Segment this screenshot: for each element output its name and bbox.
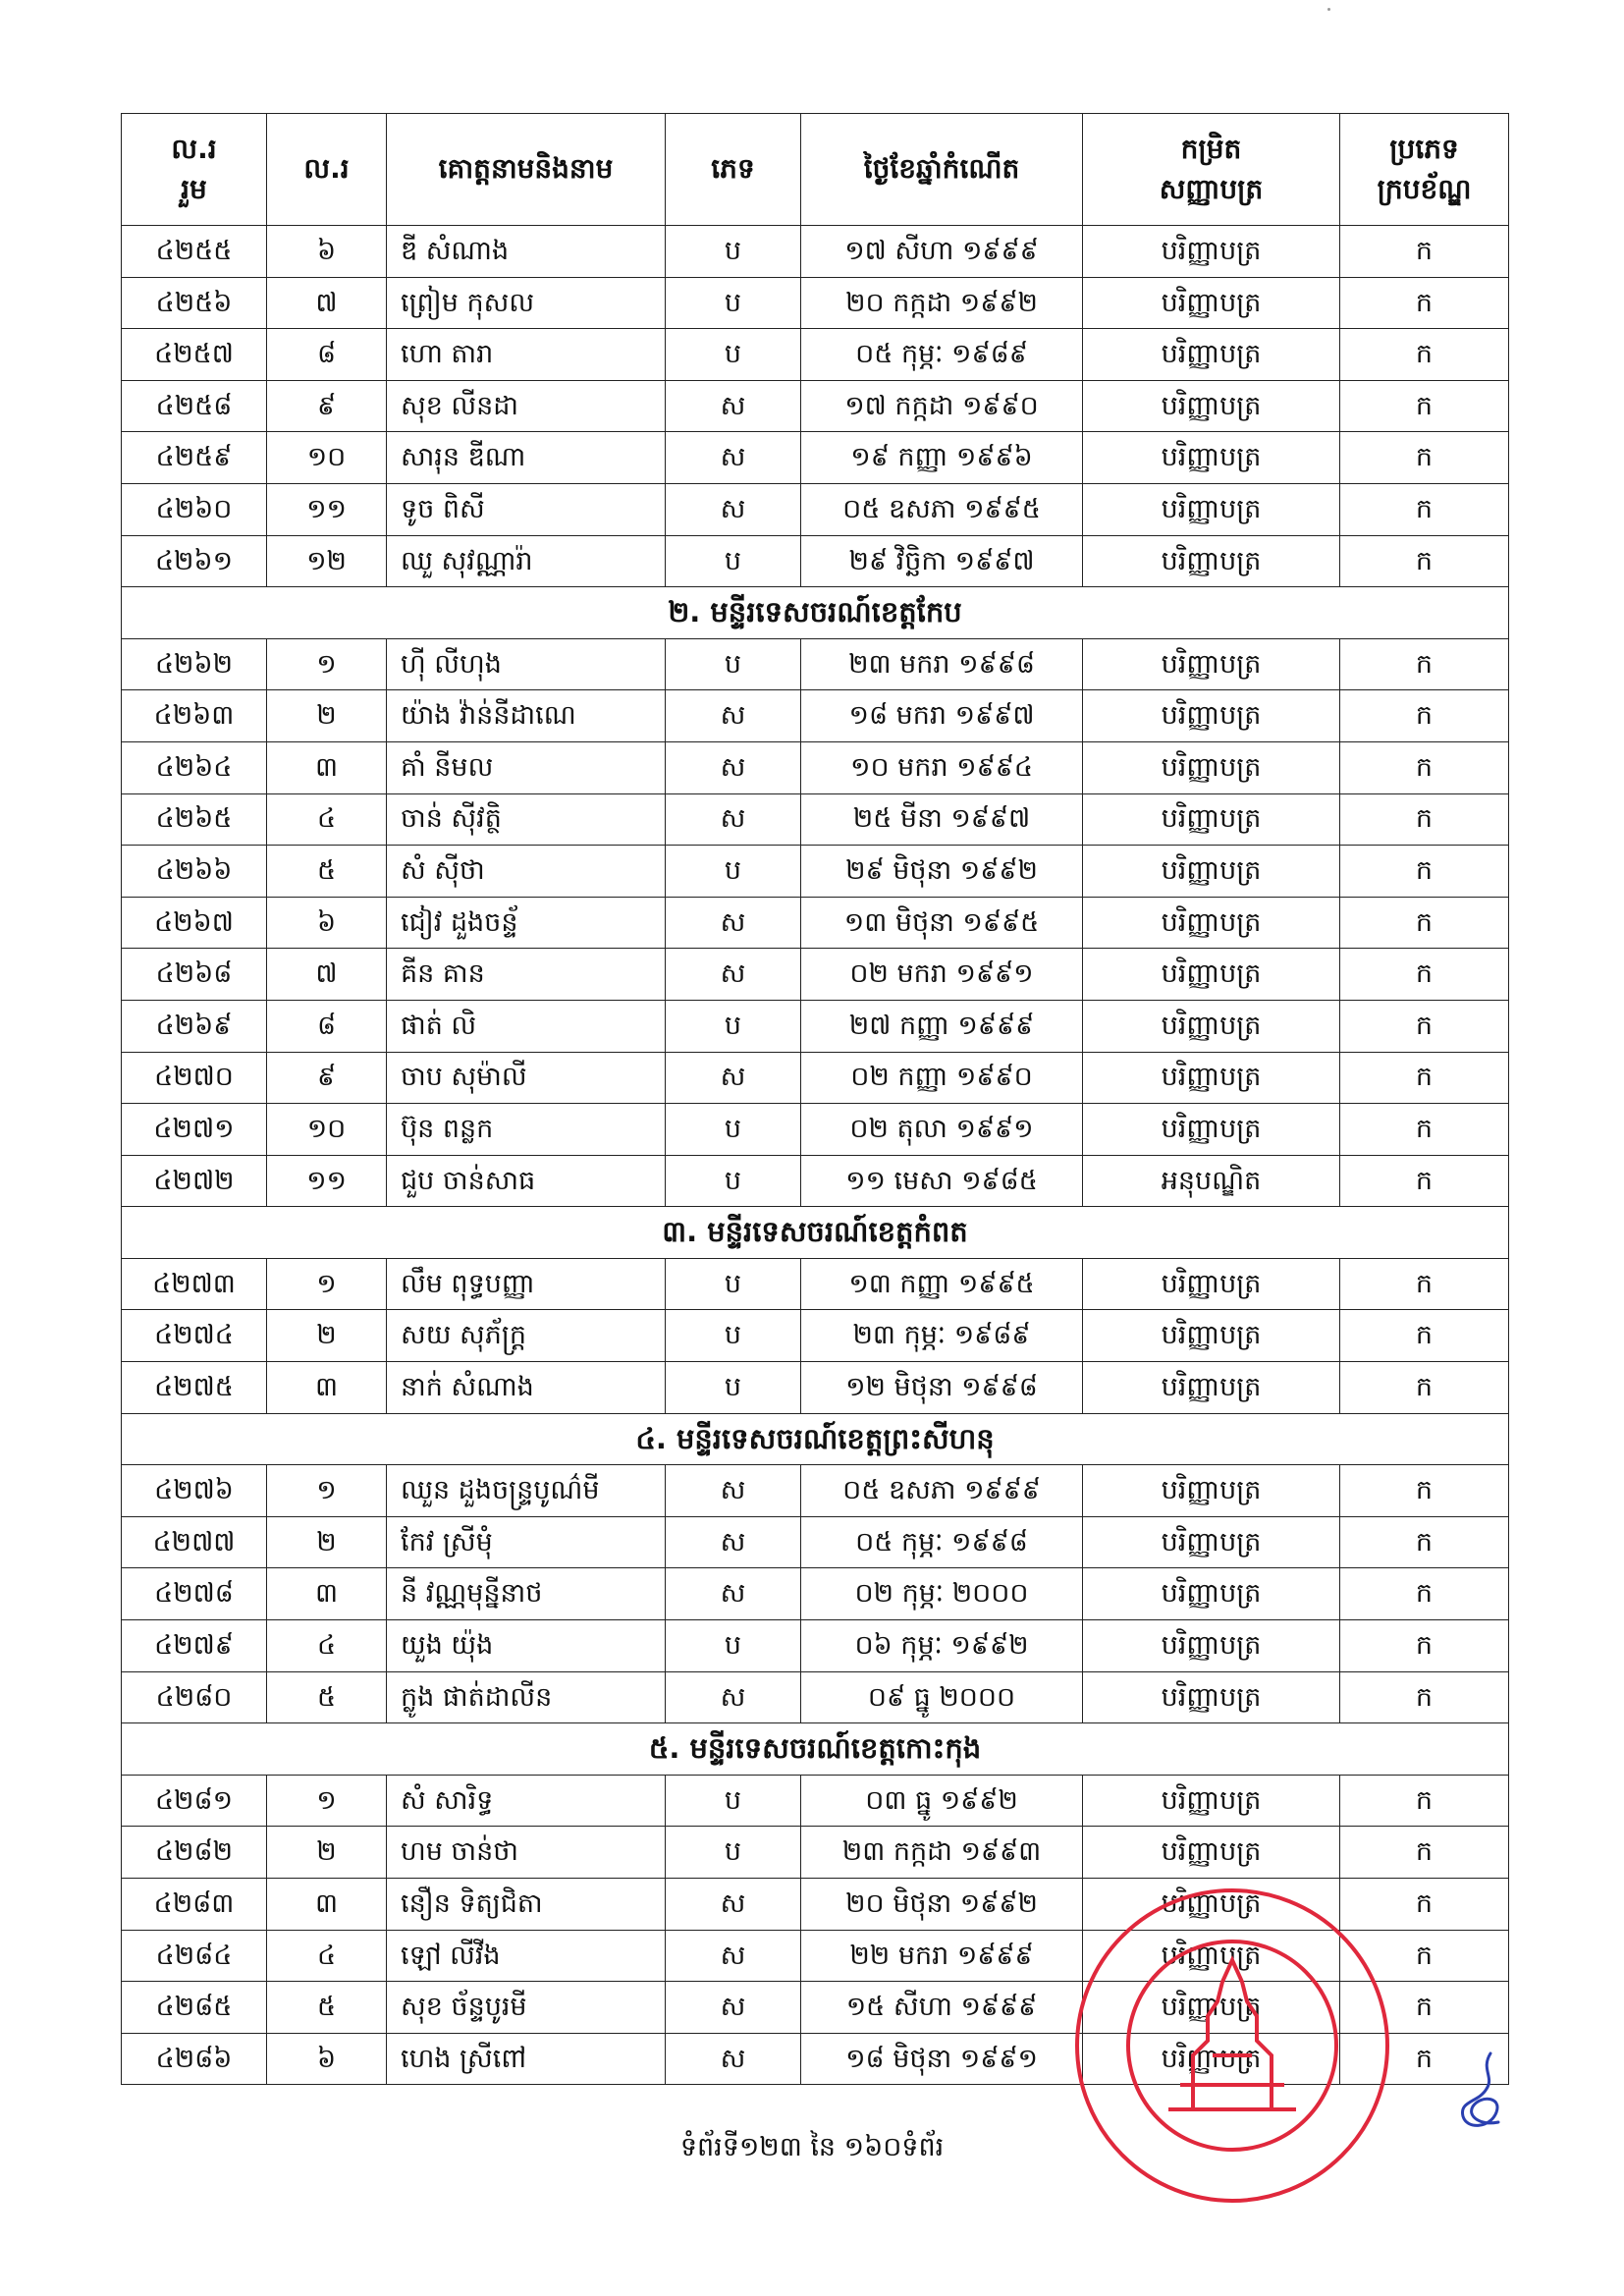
cell-category: ក: [1340, 1827, 1509, 1879]
cell-no: ២: [267, 690, 387, 742]
cell-sex: ស: [666, 1930, 801, 1982]
cell-dob: ០៥ កុម្ភៈ ១៩៨៩: [801, 329, 1083, 381]
cell-category: ក: [1340, 793, 1509, 846]
table-row: [122, 277, 1509, 329]
cell-category: ក: [1340, 1620, 1509, 1672]
cell-dob: ១៧ សីហា ១៩៩៩: [801, 226, 1083, 278]
cell-name: សារុន ឌីណា: [387, 432, 666, 484]
header-sex: ភេទ: [666, 114, 801, 226]
cell-category: ក: [1340, 741, 1509, 793]
table-row: [122, 432, 1509, 484]
cell-sex: ប: [666, 1155, 801, 1207]
table-row: [122, 1310, 1509, 1362]
cell-total-no: ៤២៨៦: [122, 2033, 267, 2085]
cell-no: ៧: [267, 949, 387, 1001]
cell-sex: ស: [666, 793, 801, 846]
table-row: [122, 897, 1509, 949]
cell-name: ជួប ចាន់សាធ: [387, 1155, 666, 1207]
cell-total-no: ៤២៨៤: [122, 1930, 267, 1982]
cell-no: ៣: [267, 1362, 387, 1414]
cell-no: ៥: [267, 1982, 387, 2034]
cell-dob: ១៩ កញ្ញា ១៩៩៦: [801, 432, 1083, 484]
table-row: [122, 638, 1509, 690]
cell-no: ៤: [267, 1930, 387, 1982]
cell-sex: ប: [666, 226, 801, 278]
cell-dob: ២៣ កក្កដា ១៩៩៣: [801, 1827, 1083, 1879]
cell-name: ផាត់ លិ: [387, 1000, 666, 1052]
cell-sex: ប: [666, 638, 801, 690]
cell-no: ៦: [267, 2033, 387, 2085]
cell-dob: ២៣ កុម្ភៈ ១៩៨៩: [801, 1310, 1083, 1362]
cell-degree: បរិញ្ញាបត្រ: [1083, 1879, 1340, 1931]
cell-total-no: ៤២៧៩: [122, 1620, 267, 1672]
cell-sex: ស: [666, 483, 801, 535]
table-row: [122, 1568, 1509, 1620]
cell-degree: បរិញ្ញាបត្រ: [1083, 432, 1340, 484]
cell-total-no: ៤២៧៤: [122, 1310, 267, 1362]
cell-dob: ១៨ មករា ១៩៩៧: [801, 690, 1083, 742]
cell-dob: ១៨ មិថុនា ១៩៩១: [801, 2033, 1083, 2085]
cell-degree: អនុបណ្ឌិត: [1083, 1155, 1340, 1207]
section-title: ២. មន្ទីរទេសចរណ៍ខេត្តកែប: [122, 587, 1509, 639]
header-no: ល.រ: [267, 114, 387, 226]
cell-no: ២: [267, 1516, 387, 1568]
cell-category: ក: [1340, 226, 1509, 278]
cell-total-no: ៤២៦៨: [122, 949, 267, 1001]
cell-dob: ១៣ កញ្ញា ១៩៩៥: [801, 1258, 1083, 1310]
cell-dob: ១២ មិថុនា ១៩៩៨: [801, 1362, 1083, 1414]
cell-total-no: ៤២៧៥: [122, 1362, 267, 1414]
cell-degree: បរិញ្ញាបត្រ: [1083, 2033, 1340, 2085]
cell-degree: បរិញ្ញាបត្រ: [1083, 1930, 1340, 1982]
cell-degree: បរិញ្ញាបត្រ: [1083, 535, 1340, 587]
cell-degree: បរិញ្ញាបត្រ: [1083, 1620, 1340, 1672]
cell-no: ១: [267, 1465, 387, 1517]
cell-category: ក: [1340, 1104, 1509, 1156]
cell-name: គីន គាន: [387, 949, 666, 1001]
cell-name: ហោ តារា: [387, 329, 666, 381]
cell-name: ចាន់ ស៊ីវត្ថិ: [387, 793, 666, 846]
table-row: [122, 329, 1509, 381]
cell-sex: ប: [666, 1258, 801, 1310]
cell-category: ក: [1340, 690, 1509, 742]
page-number: ទំព័រទី១២៣ នៃ ១៦០ទំព័រ: [679, 2132, 945, 2162]
cell-dob: ២០ មិថុនា ១៩៩២: [801, 1879, 1083, 1931]
cell-degree: បរិញ្ញាបត្រ: [1083, 483, 1340, 535]
cell-name: ឈួ សុវណ្ណារ៉ា: [387, 535, 666, 587]
cell-sex: ស: [666, 2033, 801, 2085]
cell-category: ក: [1340, 1465, 1509, 1517]
cell-name: សំ សារិទ្ធ: [387, 1775, 666, 1827]
cell-category: ក: [1340, 1775, 1509, 1827]
table-row: [122, 1827, 1509, 1879]
cell-name: ប៊ុន ពន្លក: [387, 1104, 666, 1156]
cell-degree: បរិញ្ញាបត្រ: [1083, 1104, 1340, 1156]
cell-sex: ប: [666, 1362, 801, 1414]
cell-dob: ១៥ សីហា ១៩៩៩: [801, 1982, 1083, 2034]
cell-no: ៣: [267, 1879, 387, 1931]
cell-sex: ប: [666, 1310, 801, 1362]
cell-category: ក: [1340, 1982, 1509, 2034]
cell-degree: បរិញ្ញាបត្រ: [1083, 690, 1340, 742]
table-row: [122, 1104, 1509, 1156]
cell-sex: ប: [666, 277, 801, 329]
cell-no: ១០: [267, 432, 387, 484]
cell-degree: បរិញ្ញាបត្រ: [1083, 846, 1340, 898]
cell-category: ក: [1340, 1155, 1509, 1207]
cell-degree: បរិញ្ញាបត្រ: [1083, 741, 1340, 793]
table-row: [122, 226, 1509, 278]
cell-degree: បរិញ្ញាបត្រ: [1083, 1775, 1340, 1827]
cell-total-no: ៤២៧៣: [122, 1258, 267, 1310]
cell-category: ក: [1340, 483, 1509, 535]
header-degree: កម្រិត សញ្ញាបត្រ: [1083, 114, 1340, 226]
cell-total-no: ៤២៨៥: [122, 1982, 267, 2034]
cell-no: ១១: [267, 483, 387, 535]
cell-no: ៣: [267, 741, 387, 793]
cell-dob: ១១ មេសា ១៩៨៥: [801, 1155, 1083, 1207]
cell-no: ២: [267, 1827, 387, 1879]
cell-category: ក: [1340, 897, 1509, 949]
cell-total-no: ៤២៧២: [122, 1155, 267, 1207]
cell-name: លឹម ពុទ្ធបញ្ញា: [387, 1258, 666, 1310]
cell-no: ១០: [267, 1104, 387, 1156]
handwritten-signature: [1451, 2048, 1514, 2136]
cell-sex: ប: [666, 1620, 801, 1672]
cell-dob: ០២ តុលា ១៩៩១: [801, 1104, 1083, 1156]
cell-name: កែវ ស្រីមុំ: [387, 1516, 666, 1568]
section-title: ៤. មន្ទីរទេសចរណ៍ខេត្តព្រះសីហនុ: [122, 1413, 1509, 1465]
cell-category: ក: [1340, 535, 1509, 587]
cell-dob: ០៩ ធ្នូ ២០០០: [801, 1671, 1083, 1723]
cell-degree: បរិញ្ញាបត្រ: [1083, 277, 1340, 329]
cell-no: ៤: [267, 793, 387, 846]
cell-degree: បរិញ្ញាបត្រ: [1083, 1362, 1340, 1414]
cell-sex: ស: [666, 897, 801, 949]
cell-total-no: ៤២៦៣: [122, 690, 267, 742]
table-row: [122, 1000, 1509, 1052]
cell-total-no: ៤២៨២: [122, 1827, 267, 1879]
cell-no: ៥: [267, 1671, 387, 1723]
table-row: [122, 1620, 1509, 1672]
section-title: ៣. មន្ទីរទេសចរណ៍ខេត្តកំពត: [122, 1207, 1509, 1259]
staff-list-table: [121, 113, 1509, 2085]
section-header-row: [122, 1207, 1509, 1259]
cell-total-no: ៤២៧១: [122, 1104, 267, 1156]
table-row: [122, 1465, 1509, 1517]
cell-total-no: ៤២៧០: [122, 1052, 267, 1104]
cell-total-no: ៤២៧៨: [122, 1568, 267, 1620]
table-row: [122, 1052, 1509, 1104]
header-category: ប្រភេទ ក្របខ័ណ្ឌ: [1340, 114, 1509, 226]
cell-total-no: ៤២៦១: [122, 535, 267, 587]
cell-sex: ប: [666, 1104, 801, 1156]
cell-category: ក: [1340, 1671, 1509, 1723]
cell-sex: ប: [666, 1775, 801, 1827]
cell-category: ក: [1340, 1516, 1509, 1568]
table-row: [122, 1155, 1509, 1207]
cell-name: ហម ចាន់ថា: [387, 1827, 666, 1879]
cell-category: ក: [1340, 1879, 1509, 1931]
cell-dob: ២៣ មករា ១៩៩៨: [801, 638, 1083, 690]
cell-total-no: ៤២៥៨: [122, 380, 267, 432]
cell-name: ហេង ស្រីពៅ: [387, 2033, 666, 2085]
cell-degree: បរិញ្ញាបត្រ: [1083, 897, 1340, 949]
cell-sex: ស: [666, 1982, 801, 2034]
cell-no: ៩: [267, 1052, 387, 1104]
cell-category: ក: [1340, 1362, 1509, 1414]
header-name: គោត្តនាមនិងនាម: [387, 114, 666, 226]
cell-dob: ១៣ មិថុនា ១៩៩៥: [801, 897, 1083, 949]
cell-degree: បរិញ្ញាបត្រ: [1083, 638, 1340, 690]
cell-dob: ០៣ ធ្នូ ១៩៩២: [801, 1775, 1083, 1827]
cell-name: ជៀវ ដួងចន្ទ័: [387, 897, 666, 949]
cell-total-no: ៤២៦០: [122, 483, 267, 535]
table-row: [122, 793, 1509, 846]
table-row: [122, 846, 1509, 898]
cell-total-no: ៤២៦៧: [122, 897, 267, 949]
table-row: [122, 1362, 1509, 1414]
header-total-no: ល.រ រួម: [122, 114, 267, 226]
cell-degree: បរិញ្ញាបត្រ: [1083, 1982, 1340, 2034]
cell-sex: ស: [666, 741, 801, 793]
cell-total-no: ៤២៧៧: [122, 1516, 267, 1568]
cell-total-no: ៤២៥៦: [122, 277, 267, 329]
cell-dob: ០៥ ឧសភា ១៩៩៩: [801, 1465, 1083, 1517]
cell-dob: ២០ កក្កដា ១៩៩២: [801, 277, 1083, 329]
cell-dob: ០៥ ឧសភា ១៩៩៥: [801, 483, 1083, 535]
cell-dob: ២៧ កញ្ញា ១៩៩៩: [801, 1000, 1083, 1052]
cell-dob: ០២ មករា ១៩៩១: [801, 949, 1083, 1001]
header-dob: ថ្ងៃខែឆ្នាំកំណើត: [801, 114, 1083, 226]
cell-no: ៨: [267, 329, 387, 381]
cell-degree: បរិញ្ញាបត្រ: [1083, 1465, 1340, 1517]
cell-no: ៨: [267, 1000, 387, 1052]
cell-no: ១១: [267, 1155, 387, 1207]
cell-no: ២: [267, 1310, 387, 1362]
cell-degree: បរិញ្ញាបត្រ: [1083, 380, 1340, 432]
cell-no: ១២: [267, 535, 387, 587]
cell-category: ក: [1340, 277, 1509, 329]
cell-category: ក: [1340, 432, 1509, 484]
cell-sex: ប: [666, 1827, 801, 1879]
table-row: [122, 741, 1509, 793]
cell-name: នី វណ្ណមុន្នីនាថ: [387, 1568, 666, 1620]
cell-total-no: ៤២៦៦: [122, 846, 267, 898]
cell-degree: បរិញ្ញាបត្រ: [1083, 329, 1340, 381]
cell-degree: បរិញ្ញាបត្រ: [1083, 793, 1340, 846]
seal-outer-ring: [1077, 1890, 1387, 2201]
cell-sex: ស: [666, 690, 801, 742]
cell-sex: ប: [666, 846, 801, 898]
table-row: [122, 1775, 1509, 1827]
cell-name: ចាប សុម៉ាលី: [387, 1052, 666, 1104]
cell-sex: ស: [666, 949, 801, 1001]
cell-category: ក: [1340, 846, 1509, 898]
table-row: [122, 380, 1509, 432]
cell-degree: បរិញ្ញាបត្រ: [1083, 226, 1340, 278]
cell-dob: ២៩ មិថុនា ១៩៩២: [801, 846, 1083, 898]
cell-dob: ០២ កញ្ញា ១៩៩០: [801, 1052, 1083, 1104]
cell-dob: ២៩ វិច្ឆិកា ១៩៩៧: [801, 535, 1083, 587]
cell-dob: ២២ មករា ១៩៩៩: [801, 1930, 1083, 1982]
cell-name: យួង យ៉ុង: [387, 1620, 666, 1672]
table-row: [122, 1671, 1509, 1723]
cell-name: ទូច ពិសី: [387, 483, 666, 535]
cell-dob: ១៧ កក្កដា ១៩៩០: [801, 380, 1083, 432]
cell-category: ក: [1340, 2033, 1509, 2085]
cell-category: ក: [1340, 638, 1509, 690]
cell-no: ១: [267, 1258, 387, 1310]
cell-sex: ស: [666, 1879, 801, 1931]
cell-degree: បរិញ្ញាបត្រ: [1083, 1310, 1340, 1362]
cell-degree: បរិញ្ញាបត្រ: [1083, 1516, 1340, 1568]
cell-sex: ស: [666, 380, 801, 432]
cell-name: គាំ នីមល: [387, 741, 666, 793]
cell-degree: បរិញ្ញាបត្រ: [1083, 1827, 1340, 1879]
cell-name: ឡៅ លីវីង: [387, 1930, 666, 1982]
cell-no: ១: [267, 638, 387, 690]
cell-total-no: ៤២៥៥: [122, 226, 267, 278]
cell-total-no: ៤២៥៩: [122, 432, 267, 484]
cell-total-no: ៤២៨០: [122, 1671, 267, 1723]
section-header-row: [122, 1413, 1509, 1465]
table-row: [122, 1258, 1509, 1310]
cell-sex: ស: [666, 1568, 801, 1620]
cell-total-no: ៤២៦៩: [122, 1000, 267, 1052]
cell-name: ហ៊ី លីហុង: [387, 638, 666, 690]
cell-sex: ស: [666, 1516, 801, 1568]
section-title: ៥. មន្ទីរទេសចរណ៍ខេត្តកោះកុង: [122, 1723, 1509, 1776]
table-row: [122, 1516, 1509, 1568]
cell-total-no: ៤២៦២: [122, 638, 267, 690]
cell-name: យ៉ាង វ៉ាន់នីដាណេ: [387, 690, 666, 742]
cell-sex: ប: [666, 535, 801, 587]
cell-category: ក: [1340, 1258, 1509, 1310]
cell-category: ក: [1340, 1310, 1509, 1362]
cell-name: នាក់ សំណាង: [387, 1362, 666, 1414]
cell-sex: ស: [666, 1465, 801, 1517]
cell-name: សុខ ច័ន្ទបូរមី: [387, 1982, 666, 2034]
cell-dob: ០៦ កុម្ភៈ ១៩៩២: [801, 1620, 1083, 1672]
cell-no: ៤: [267, 1620, 387, 1672]
cell-degree: បរិញ្ញាបត្រ: [1083, 1052, 1340, 1104]
cell-category: ក: [1340, 949, 1509, 1001]
cell-dob: ០២ កុម្ភៈ ២០០០: [801, 1568, 1083, 1620]
cell-no: ៧: [267, 277, 387, 329]
cell-no: ៥: [267, 846, 387, 898]
cell-category: ក: [1340, 380, 1509, 432]
table-row: [122, 690, 1509, 742]
scan-speck: [1327, 8, 1330, 11]
cell-category: ក: [1340, 1052, 1509, 1104]
cell-degree: បរិញ្ញាបត្រ: [1083, 1671, 1340, 1723]
cell-sex: ស: [666, 432, 801, 484]
cell-name: ឈួន ដួងចន្ទ្របូណ៌មី: [387, 1465, 666, 1517]
cell-category: ក: [1340, 1000, 1509, 1052]
cell-dob: ២៥ មីនា ១៩៩៧: [801, 793, 1083, 846]
cell-sex: ប: [666, 1000, 801, 1052]
cell-dob: ១០ មករា ១៩៩៤: [801, 741, 1083, 793]
cell-no: ៣: [267, 1568, 387, 1620]
cell-no: ៩: [267, 380, 387, 432]
cell-sex: ស: [666, 1052, 801, 1104]
seal-temple-emblem: [1168, 1960, 1296, 2109]
table-row: [122, 535, 1509, 587]
cell-total-no: ៤២៧៦: [122, 1465, 267, 1517]
cell-sex: ស: [666, 1671, 801, 1723]
cell-category: ក: [1340, 1930, 1509, 1982]
cell-sex: ប: [666, 329, 801, 381]
cell-name: សយ សុភ័ក្រ្ត: [387, 1310, 666, 1362]
cell-name: សុខ លីនដា: [387, 380, 666, 432]
cell-degree: បរិញ្ញាបត្រ: [1083, 1258, 1340, 1310]
cell-total-no: ៤២៦៥: [122, 793, 267, 846]
cell-degree: បរិញ្ញាបត្រ: [1083, 949, 1340, 1001]
cell-no: ១: [267, 1775, 387, 1827]
cell-name: ក្លូង ផាត់ដាលីន: [387, 1671, 666, 1723]
cell-name: សំ ស៊ីថា: [387, 846, 666, 898]
table-row: [122, 949, 1509, 1001]
table-row: [122, 483, 1509, 535]
header-row: [122, 114, 1509, 226]
cell-degree: បរិញ្ញាបត្រ: [1083, 1000, 1340, 1052]
seal-inner-ring: [1128, 1941, 1336, 2150]
official-seal: [1070, 1884, 1394, 2208]
cell-category: ក: [1340, 329, 1509, 381]
section-header-row: [122, 587, 1509, 639]
cell-total-no: ៤២៨១: [122, 1775, 267, 1827]
table-body: [122, 114, 1509, 2085]
cell-category: ក: [1340, 1568, 1509, 1620]
cell-dob: ០៥ កុម្ភៈ ១៩៩៨: [801, 1516, 1083, 1568]
cell-name: នឿន ទិត្យជិតា: [387, 1879, 666, 1931]
cell-name: ព្រៀម កុសល: [387, 277, 666, 329]
cell-total-no: ៤២៦៤: [122, 741, 267, 793]
section-header-row: [122, 1723, 1509, 1776]
cell-no: ៦: [267, 226, 387, 278]
cell-total-no: ៤២៥៧: [122, 329, 267, 381]
cell-name: ឌី សំណាង: [387, 226, 666, 278]
cell-total-no: ៤២៨៣: [122, 1879, 267, 1931]
cell-degree: បរិញ្ញាបត្រ: [1083, 1568, 1340, 1620]
cell-no: ៦: [267, 897, 387, 949]
